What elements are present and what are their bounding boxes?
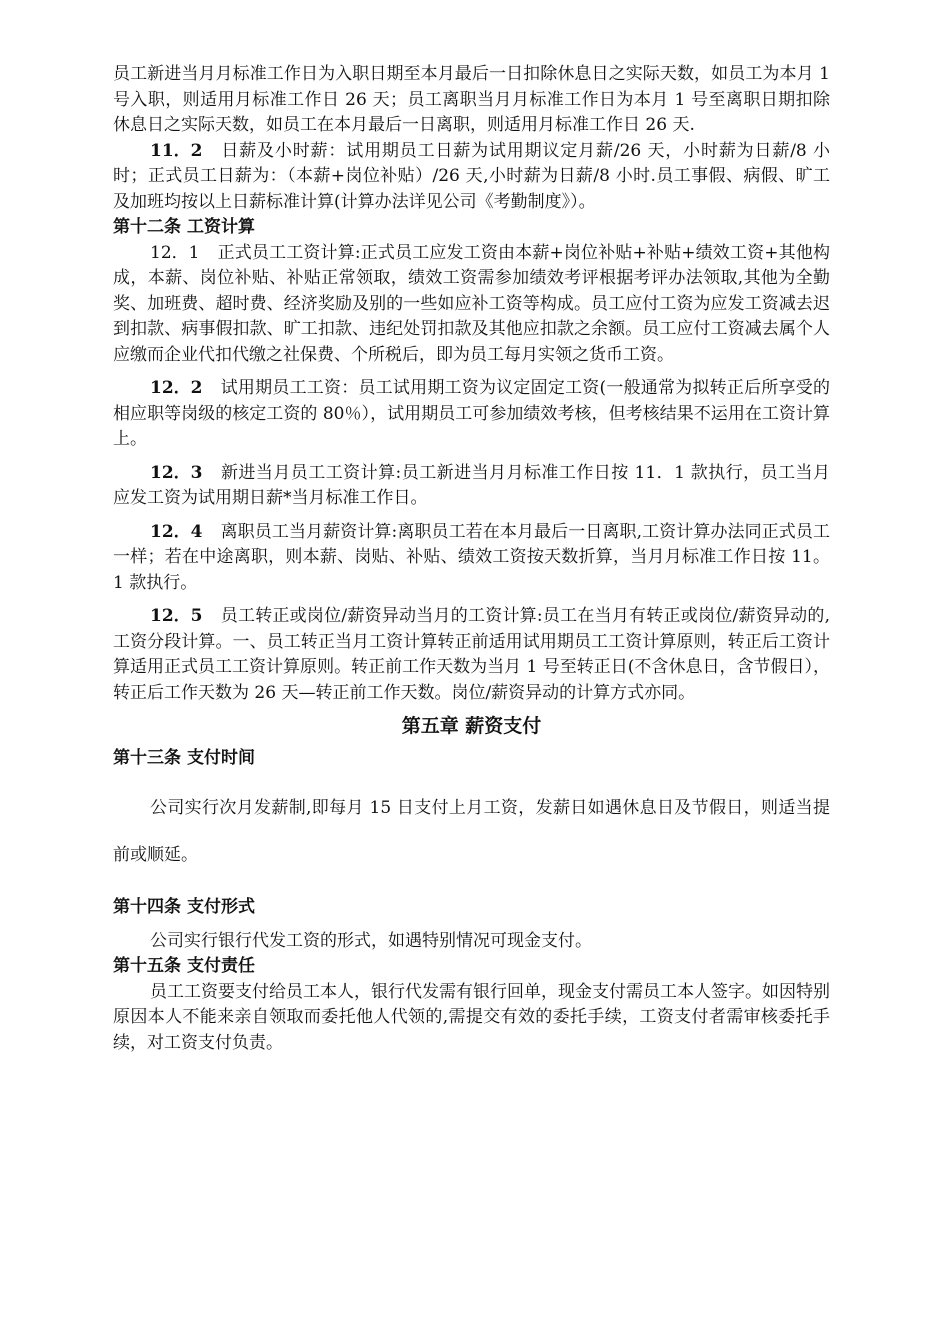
clause-text: 试用期员工工资：员工试用期工资为议定固定工资(一般通常为拟转正后所享受的相应职等岗级的核定工资的 80％），试用期员工可参加绩效考核，但考核结果不运用在工资计算上。 (113, 378, 830, 449)
article-14-text: 公司实行银行代发工资的形式，如遇特别情况可现金支付。 (150, 930, 592, 951)
article-title: 支付责任 (187, 956, 255, 976)
article-title: 支付时间 (187, 747, 255, 768)
article-number: 第十四条 (113, 897, 181, 917)
clause-text: 离职员工当月薪资计算:离职员工若在本月最后一日离职,工资计算办法同正式员工一样；若在中途离职，则本薪、岗贴、补贴、绩效工资按天数折算，当月月标准工作日按 11。1 款执行。 (113, 521, 830, 593)
intro-paragraph: 员工新进当月月标准工作日为入职日期至本月最后一日扣除休息日之实际天数，如员工为本月 1 号入职，则适用月标准工作日 26 天；员工离职当月月标准工作日为本月 1 号至离职日期扣除休息日之实际天数，如员工在本月最后一日离职，则适用月标准工作日 26 天. (113, 64, 830, 135)
clause-12-4 (113, 520, 830, 597)
clause-text: 员工转正或岗位/薪资异动当月的工资计算:员工在当月有转正或岗位/薪资异动的,工资分段计算。一、员工转正当月工资计算转正前适用试用期员工工资计算原则，转正后工资计算适用正式员工工资计算原则。转正前工作天数为当月 1 号至转正日(不含休息日，含节假日），转正后工作天数为 26 天—转正前工作天数。岗位/薪资异动的计算方式亦同。 (113, 606, 830, 703)
article-15-heading (113, 954, 830, 980)
article-number: 第十三条 (113, 747, 181, 768)
clause-number: 11．2 (150, 140, 203, 161)
article-12-heading (113, 215, 830, 241)
clause-text: 日薪及小时薪：试用期员工日薪为试用期议定月薪/26 天，小时薪为日薪/8 小时；正式员工日薪为：（本薪+岗位补贴）/26 天,小时薪为日薪/8 小时.员工事假、病假、旷工及加班均按以上日薪标准计算(计算办法详见公司《考勤制度》）。 (113, 140, 830, 212)
clause-12-5 (113, 604, 830, 706)
clause-number: 12．5 (150, 606, 203, 626)
clause-text: 正式员工工资计算:正式员工应发工资由本薪+岗位补贴+补贴+绩效工资+其他构成，本薪、岗位补贴、补贴正常领取，绩效工资需参加绩效考评根据考评办法领取,其他为全勤奖、加班费、超时费、经济奖励及别的一些如应补工资等构成。员工应付工资为应发工资减去迟到扣款、病事假扣款、旷工扣款、违纪处罚扣款及其他应扣款之余额。员工应付工资减去属个人应缴而企业代扣代缴之社保费、个所税后，即为员工每月实领之货币工资。 (113, 242, 830, 365)
article-number: 第十二条 (113, 217, 181, 237)
article-15-text: 员工工资要支付给员工本人，银行代发需有银行回单，现金支付需员工本人签字。如因特别原因本人不能来亲自领取而委托他人代领的,需提交有效的委托手续，工资支付者需审核委托手续，对工资支付负责。 (113, 981, 830, 1053)
article-13-heading (113, 746, 830, 772)
clause-12-3 (113, 461, 830, 512)
clause-12-1 (113, 241, 830, 369)
article-number: 第十五条 (113, 956, 181, 976)
clause-number: 12．1 (150, 242, 200, 263)
chapter-5-heading: 第五章 薪资支付 (401, 715, 542, 737)
clause-number: 12．2 (150, 378, 203, 398)
clause-number: 12．4 (150, 521, 203, 542)
clause-number: 12．3 (150, 462, 203, 483)
clause-text: 新进当月员工工资计算:员工新进当月月标准工作日按 11．1 款执行，员工当月应发工资为试用期日薪*当月标准工作日。 (113, 462, 830, 508)
article-title: 支付形式 (187, 897, 255, 917)
clause-12-2 (113, 376, 830, 453)
article-13-text: 公司实行次月发薪制,即每月 15 日支付上月工资，发薪日如遇休息日及节假日，则适当提前或顺延。 (113, 798, 830, 865)
clause-11-2 (113, 139, 830, 216)
article-14-heading (113, 895, 830, 921)
article-title: 工资计算 (187, 217, 255, 237)
